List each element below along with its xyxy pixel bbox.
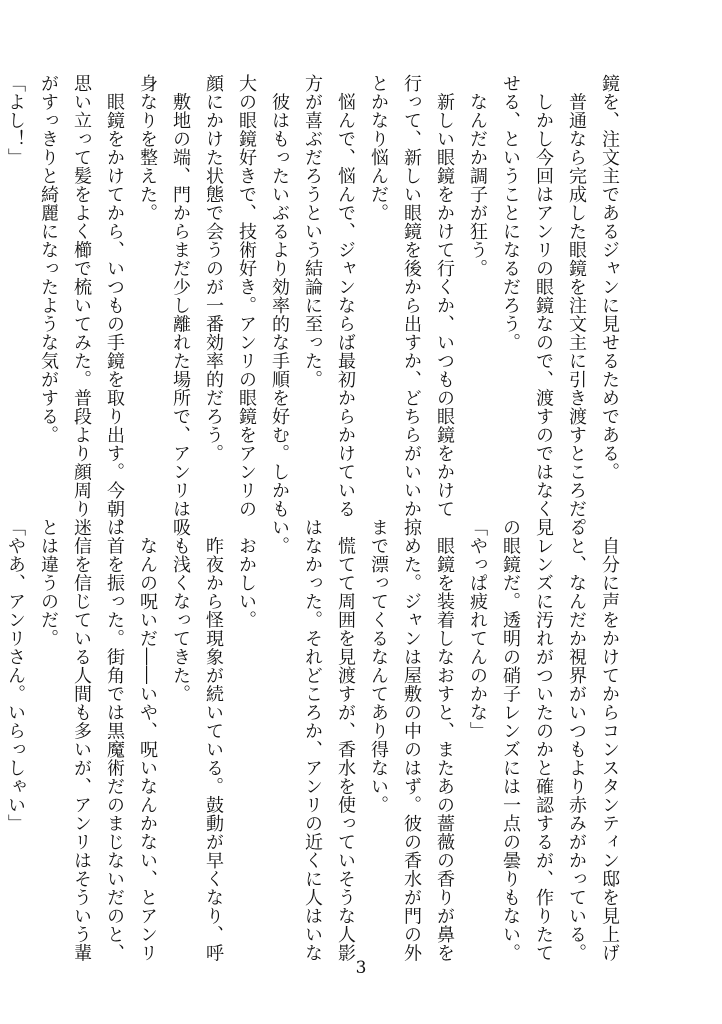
- text-line-upper: 「よし！」: [5, 74, 26, 167]
- text-line-upper: せる、ということになるだろう。: [500, 74, 521, 352]
- text-line-upper: がすっきりと綺麗になったような気がする。: [38, 74, 59, 444]
- text-line-upper: とかなり悩んだ。: [368, 74, 389, 222]
- text-line-upper: 鏡を、注文主であるジャンに見せるためである。: [599, 74, 620, 481]
- page-number: 3: [355, 958, 367, 978]
- text-line-lower: は首を振った。街角では黒魔術だのまじないだのと、: [104, 518, 125, 962]
- text-line-upper: 思い立って髪をよく櫛で梳いてみた。普段より顔周り: [71, 74, 92, 518]
- text-line-upper: 新しい眼鏡をかけて行くか、いつもの眼鏡をかけて: [434, 74, 455, 518]
- text-line-lower: 吸も浅くなってきた。: [170, 518, 191, 703]
- text-line-lower: ると、なんだか視界がいつもより赤みがかっている。: [566, 518, 587, 962]
- text-line-upper: 方が喜ぶだろうという結論に至った。: [302, 74, 323, 389]
- text-block-lower: [0, 518, 626, 962]
- text-line-lower: 慌てて周囲を見渡すが、香水を使っていそうな人影: [335, 518, 356, 962]
- text-line-lower: 昨夜から怪現象が続いている。鼓動が早くなり、呼: [203, 518, 224, 962]
- text-line-upper: 眼鏡をかけてから、いつもの手鏡を取り出す。今朝、: [104, 74, 125, 537]
- text-line-upper: 行って、新しい眼鏡を後から出すか、どちらがいいか: [401, 74, 422, 518]
- text-line-lower: 「やあ、アンリさん。いらっしゃい」: [5, 518, 26, 833]
- text-line-upper: 彼はもったいぶるより効率的な手順を好む。しかも: [269, 74, 290, 518]
- text-line-upper: 顔にかけた状態で会うのが一番効率的だろう。: [203, 74, 224, 463]
- text-line-upper: 大の眼鏡好きで、技術好き。アンリの眼鏡をアンリの: [236, 74, 257, 518]
- text-line-upper: 普通なら完成した眼鏡を注文主に引き渡すところだ。: [566, 74, 587, 537]
- text-line-lower: 眼鏡を装着しなおすと、またあの薔薇の香りが鼻を: [434, 518, 455, 962]
- text-line-lower: 迷信を信じている人間も多いが、アンリはそういう輩: [71, 518, 92, 962]
- text-line-lower: 掠めた。ジャンは屋敷の中のはず。彼の香水が門の外: [401, 518, 422, 962]
- text-line-lower: なんの呪いだ――いや、呪いなんかない、とアンリ: [137, 518, 158, 962]
- text-line-lower: とは違うのだ。: [38, 518, 59, 648]
- text-block-upper: [0, 74, 626, 537]
- text-line-lower: い。: [269, 518, 290, 555]
- text-line-lower: おかしい。: [236, 518, 257, 629]
- text-line-upper: しかし今回はアンリの眼鏡なので、渡すのではなく見: [533, 74, 554, 537]
- text-line-lower: まで漂ってくるなんてあり得ない。: [368, 518, 389, 814]
- text-line-lower: 「やっぱ疲れてんのかな」: [467, 518, 488, 740]
- text-line-lower: レンズに汚れがついたのかと確認するが、作りたて: [533, 518, 554, 962]
- text-line-upper: なんだか調子が狂う。: [467, 74, 488, 278]
- text-line-upper: 身なりを整えた。: [137, 74, 158, 222]
- text-line-lower: はなかった。それどころか、アンリの近くに人はいな: [302, 518, 323, 962]
- text-line-upper: 悩んで、悩んで、ジャンならば最初からかけている: [335, 74, 356, 518]
- text-line-lower: の眼鏡だ。透明の硝子レンズには一点の曇りもない。: [500, 518, 521, 962]
- text-line-upper: 敷地の端、門からまだ少し離れた場所で、アンリは: [170, 74, 191, 518]
- text-line-lower: 自分に声をかけてからコンスタンティン邸を見上げ: [599, 518, 620, 962]
